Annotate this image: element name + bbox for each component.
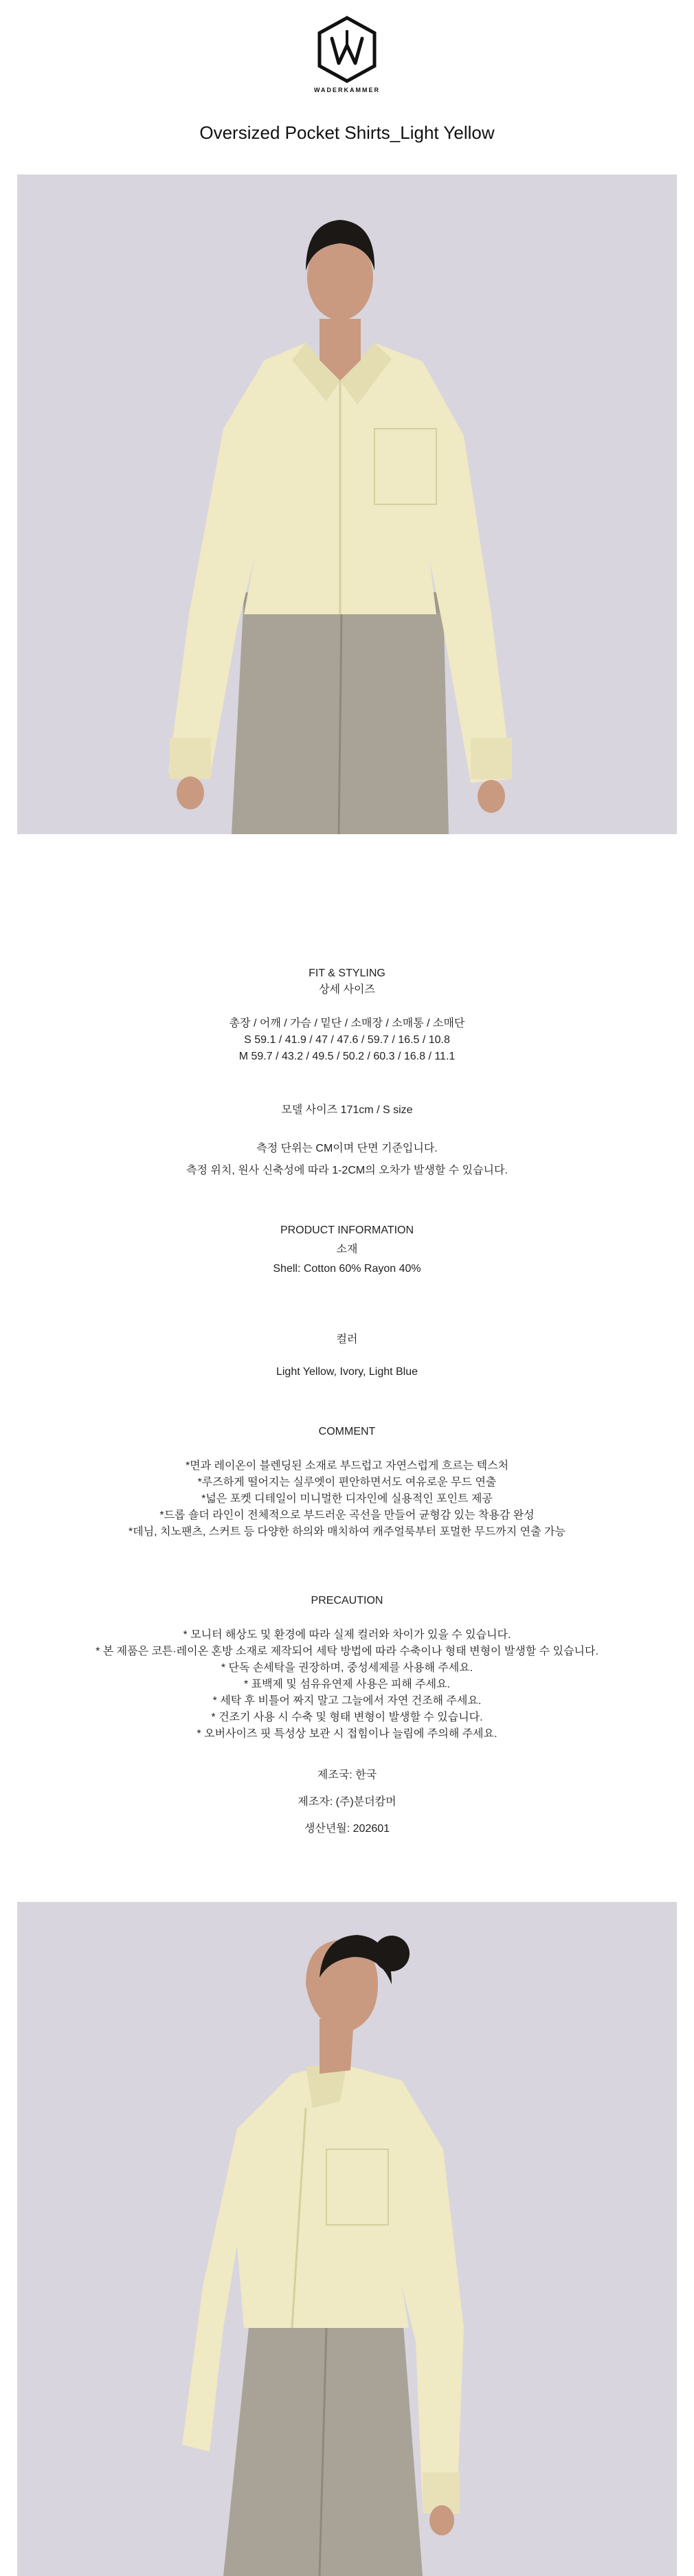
- measurement-notes: [0, 1138, 694, 1182]
- brand-logo[interactable]: [0, 15, 694, 93]
- size-table: [0, 1016, 694, 1065]
- precaution-line: * 단독 손세탁을 권장하며, 중성세제를 사용해 주세요.: [221, 1662, 473, 1674]
- product-photo-front: [17, 175, 677, 834]
- precaution-line: * 모니터 해상도 및 환경에 따라 실제 컬러와 차이가 있을 수 있습니다.: [183, 1629, 511, 1641]
- fit-styling-subtitle: 상세 사이즈: [319, 984, 375, 996]
- brand-logo-text: WADERKAMMER: [314, 87, 380, 93]
- model-size: 모델 사이즈 171cm / S size: [281, 1104, 413, 1116]
- comment-line: *드롭 숄더 라인이 전체적으로 부드러운 곡선을 만들어 균형감 있는 착용감 완성: [159, 1510, 535, 1521]
- material-value: Shell: Cotton 60% Rayon 40%: [273, 1263, 421, 1275]
- fit-styling-section: [0, 965, 694, 998]
- comment-line: *넓은 포켓 디테일이 미니멀한 디자인에 실용적인 포인트 제공: [201, 1493, 493, 1505]
- product-title: Oversized Pocket Shirts_Light Yellow: [199, 122, 495, 143]
- precaution-line: * 건조기 사용 시 수축 및 형태 변형이 발생할 수 있습니다.: [211, 1712, 483, 1723]
- precaution-line: * 세탁 후 비틀어 짜지 말고 그늘에서 자연 건조해 주세요.: [212, 1695, 482, 1707]
- product-photo-side: [17, 1902, 677, 2576]
- size-row-m: M 59.7 / 43.2 / 49.5 / 50.2 / 60.3 / 16.8 / 11.1: [238, 1051, 456, 1062]
- measurement-note: 측정 위치, 원사 신축성에 따라 1-2CM의 오차가 발생할 수 있습니다.: [186, 1165, 508, 1176]
- size-table-header: 총장 / 어깨 / 가슴 / 밑단 / 소매장 / 소매통 / 소매단: [229, 1018, 465, 1029]
- color-label: 컬러: [336, 1334, 358, 1345]
- comment-title: COMMENT: [318, 1426, 376, 1437]
- size-row-s: S 59.1 / 41.9 / 47 / 47.6 / 59.7 / 16.5 / 10.8: [244, 1034, 450, 1046]
- measurement-note: 측정 단위는 CM이며 단면 기준입니다.: [256, 1143, 438, 1154]
- product-info-title: PRODUCT INFORMATION: [280, 1224, 414, 1236]
- comment-line: *루즈하게 떨어지는 실루엣이 편안하면서도 여유로운 무드 연출: [197, 1477, 497, 1488]
- precaution-list: [0, 1627, 694, 1743]
- precaution-line: * 오버사이즈 핏 특성상 보관 시 접힘이나 늘림에 주의해 주세요.: [197, 1728, 497, 1740]
- comment-line: *면과 레이온이 블렌딩된 소재로 부드럽고 자연스럽게 흐르는 텍스처: [185, 1460, 509, 1472]
- material-label: 소재: [336, 1244, 358, 1255]
- product-info-section: [0, 1221, 694, 1279]
- brand-logo-icon: [315, 15, 379, 84]
- comment-line: *데님, 치노팬츠, 스커트 등 다양한 하의와 매치하여 캐주얼룩부터 포멀한 무드까지 연출 가능: [128, 1526, 566, 1538]
- origin-country: 제조국: 한국: [317, 1769, 377, 1781]
- precaution-line: * 본 제품은 코튼·레이온 혼방 소재로 제작되어 세탁 방법에 따라 수축이나 형태 변형이 발생할 수 있습니다.: [96, 1646, 598, 1657]
- comment-list: [0, 1458, 694, 1541]
- fit-styling-title: FIT & STYLING: [309, 967, 385, 979]
- manufacturer: 제조자: (주)분더캄머: [298, 1796, 396, 1808]
- production-date: 생산년월: 202601: [304, 1823, 390, 1835]
- precaution-title: PRECAUTION: [311, 1595, 383, 1606]
- color-values: Light Yellow, Ivory, Light Blue: [276, 1366, 418, 1378]
- precaution-line: * 표백제 및 섬유유연제 사용은 피해 주세요.: [243, 1679, 451, 1690]
